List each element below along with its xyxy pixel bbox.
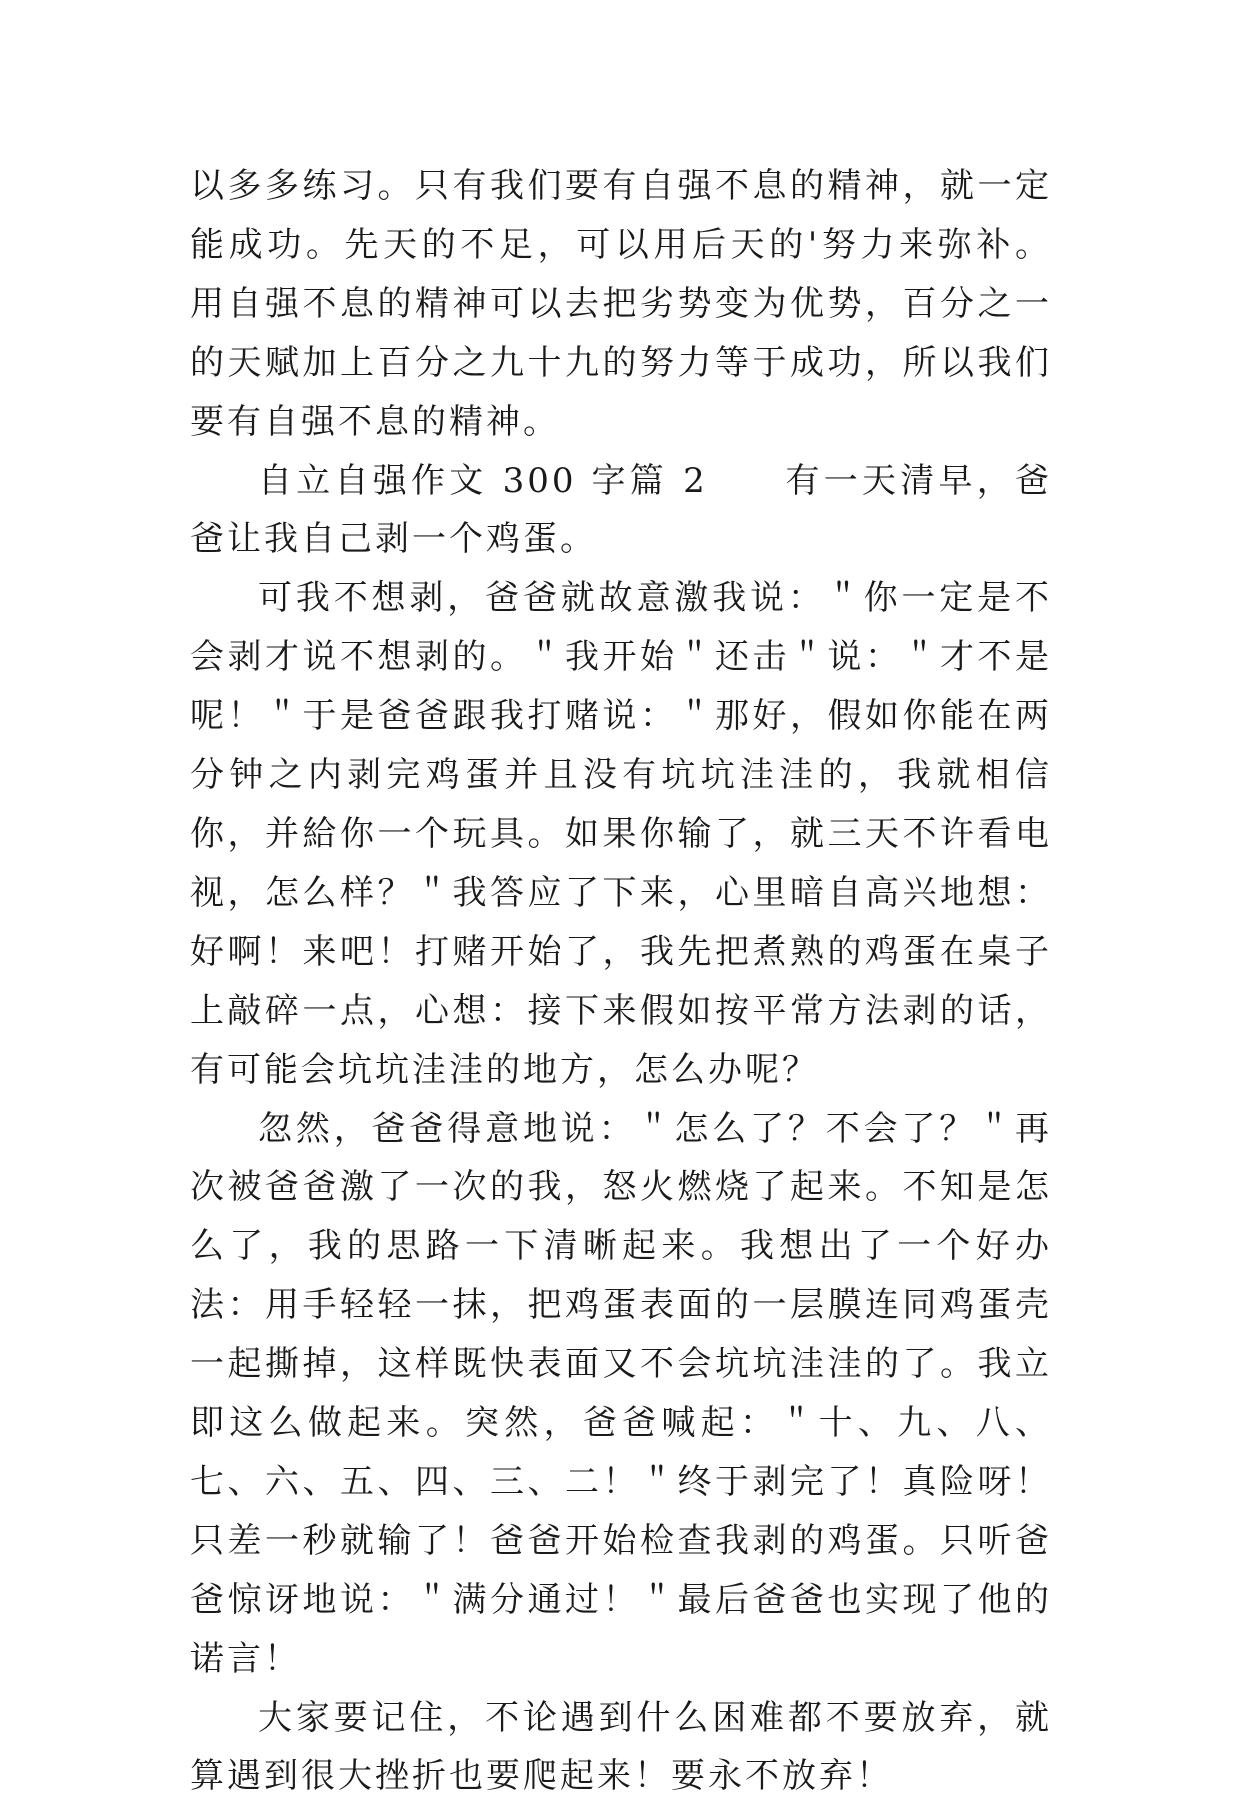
paragraph-4: 忽然，爸爸得意地说：＂怎么了？不会了？＂再次被爸爸激了一次的我，怒火燃烧了起来。不知是怎么了，我的思路一下清晰起来。我想出了一个好办法：用手轻轻一抹，把鸡蛋表面的一层膜连同鸡蛋壳一起撕掉，这样既快表面又不会坑坑洼洼的了。我立即这么做起来。突然，爸爸喊起：＂十、九、八、七、六、五、四、三、二！＂终于剥完了！真险呀！只差一秒就输了！爸爸开始检查我剥的鸡蛋。只听爸爸惊讶地说：＂满分通过！＂最后爸爸也实现了他的诺言！ xyxy=(190,1108,1052,1679)
paragraph-5: 大家要记住，不论遇到什么困难都不要放弃，就算遇到很大挫折也要爬起来！要永不放弃！ xyxy=(190,1697,1052,1797)
paragraph-3: 可我不想剥，爸爸就故意激我说：＂你一定是不会剥才说不想剥的。＂我开始＂还击＂说：＂才不是呢！＂于是爸爸跟我打赌说：＂那好，假如你能在两分钟之内剥完鸡蛋并且没有坑坑洼洼的，我就相信你，并給你一个玩具。如果你输了，就三天不许看电视，怎么样？＂我答应了下来，心里暗自高兴地想：好啊！来吧！打赌开始了，我先把煮熟的鸡蛋在桌子上敲碎一点，心想：接下来假如按平常方法剥的话，有可能会坑坑洼洼的地方，怎么办呢？ xyxy=(190,578,1052,1090)
paragraph-1: 以多多练习。只有我们要有自强不息的精神，就一定能成功。先天的不足，可以用后天的'努力来弥补。用自强不息的精神可以去把劣势变为优势，百分之一的天赋加上百分之九十九的努力等于成功，所以我们要有自强不息的精神。 xyxy=(190,166,1052,442)
paragraph-2: 自立自强作文 300 字篇 2 有一天清早，爸爸让我自己剥一个鸡蛋。 xyxy=(190,460,1052,560)
document-body xyxy=(190,157,1052,1806)
